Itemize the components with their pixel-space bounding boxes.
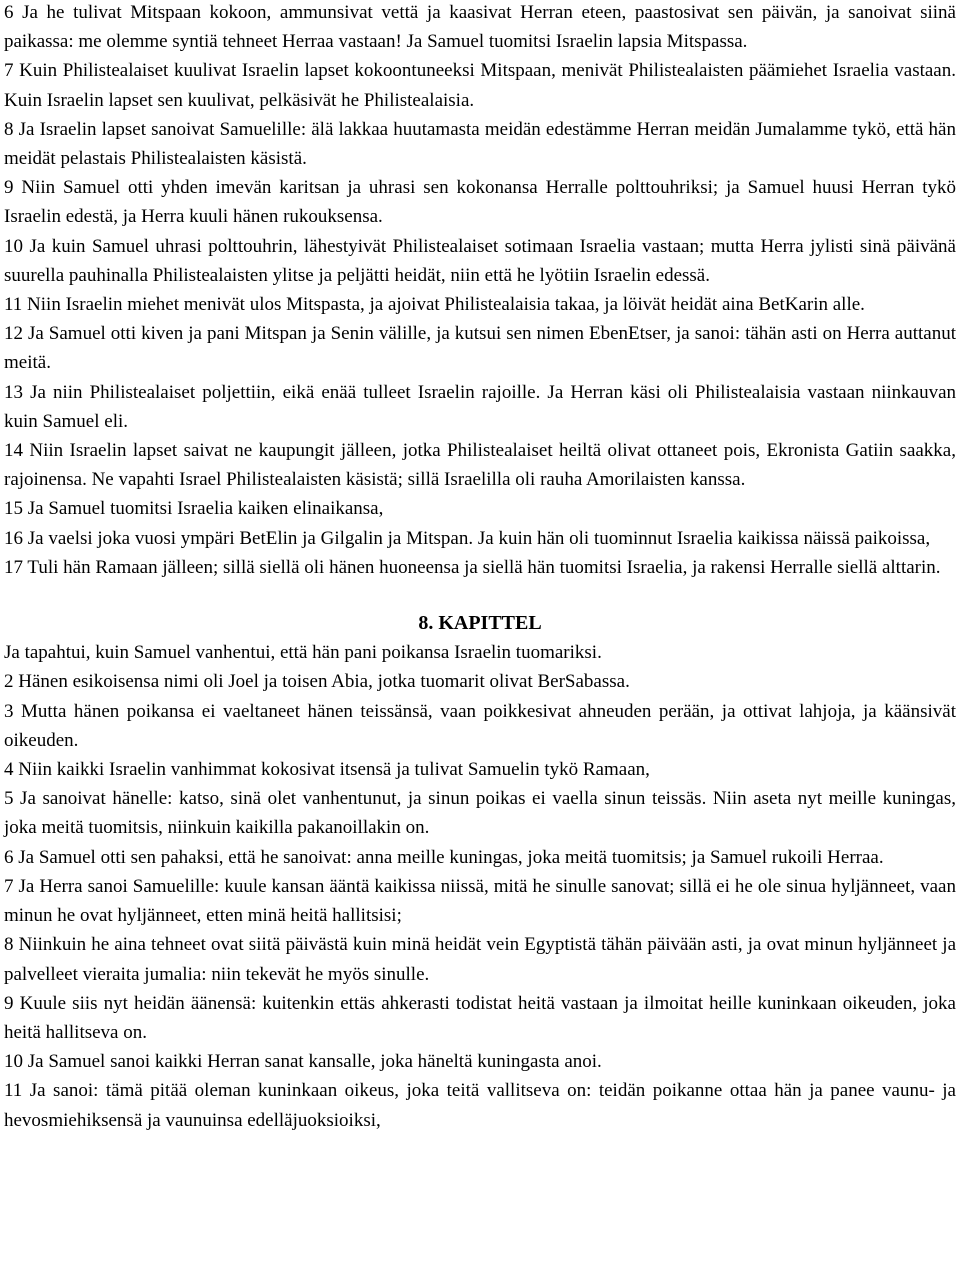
verse-paragraph: 9 Niin Samuel otti yhden imevän karitsan ja uhrasi sen kokonansa Herralle polttouhriksi; ja Samuel huusi Herran tykö Israelin edestä, ja Herra kuuli hänen rukouksensa.: [4, 177, 956, 228]
verse-paragraph: 12 Ja Samuel otti kiven ja pani Mitspan ja Senin välille, ja kutsui sen nimen EbenEtser, ja sanoi: tähän asti on Herra auttanut meitä.: [4, 323, 956, 374]
verse-paragraph: 6 Ja Samuel otti sen pahaksi, että he sanoivat: anna meille kuningas, joka meitä tuomitsis; ja Samuel rukoili Herraa.: [4, 846, 884, 868]
verse-paragraph: 15 Ja Samuel tuomitsi Israelia kaiken elinaikansa,: [4, 498, 384, 520]
verse-paragraph: 3 Mutta hänen poikansa ei vaeltaneet hänen teissänsä, vaan poikkesivat ahneuden perään, ja ottivat lahjoja, ja käänsivät oikeuden.: [4, 700, 956, 751]
verse-paragraph: 11 Niin Israelin miehet menivät ulos Mitspasta, ja ajoivat Philistealaisia takaa, ja löivät heidät aina BetKarin alle.: [4, 294, 865, 316]
verse-paragraph: 7 Kuin Philistealaiset kuulivat Israelin lapset kokoontuneeksi Mitspaan, menivät Philistealaisten päämiehet Israelia vastaan. Kuin Israelin lapset sen kuulivat, pelkäsivät he Philistealaisia.: [4, 60, 956, 111]
chapter-heading: 8. KAPITTEL: [418, 612, 542, 635]
verse-paragraph: 17 Tuli hän Ramaan jälleen; sillä siellä oli hänen huoneensa ja siellä hän tuomitsi Israelia, ja rakensi Herralle siellä alttarin.: [4, 556, 941, 578]
verse-paragraph: 9 Kuule siis nyt heidän äänensä: kuitenkin ettäs ahkerasti todistat heitä vastaan ja ilmoitat heille kuninkaan oikeuden, joka heitä hallitseva on.: [4, 992, 956, 1043]
verse-paragraph: 10 Ja Samuel sanoi kaikki Herran sanat kansalle, joka häneltä kuningasta anoi.: [4, 1051, 602, 1073]
section-spacer: [4, 582, 956, 609]
verse-paragraph: 6 Ja he tulivat Mitspaan kokoon, ammunsivat vettä ja kaasivat Herran eteen, paastosivat sen päivän, ja sanoivat siinä paikassa: me olemme syntiä tehneet Herraa vastaan! Ja Samuel tuomitsi Israelin lapsia Mitspassa.: [4, 2, 956, 53]
verse-paragraph: 8 Niinkuin he aina tehneet ovat siitä päivästä kuin minä heidät vein Egyptistä tähän päivään asti, ja ovat minun hyljänneet ja palvelleet vieraita jumalia: niin tekevät he myös sinulle.: [4, 934, 956, 985]
verse-paragraph: 7 Ja Herra sanoi Samuelille: kuule kansan ääntä kaikissa niissä, mitä he sinulle sanovat; sillä ei he ole sinua hyljänneet, vaan minun he ovat hyljänneet, etten minä heitä hallitsisi;: [4, 875, 956, 927]
verses-chapter-7: [4, 0, 956, 582]
verse-paragraph: Ja tapahtui, kuin Samuel vanhentui, että hän pani poikansa Israelin tuomariksi.: [4, 642, 602, 664]
verse-paragraph: 11 Ja sanoi: tämä pitää oleman kuninkaan oikeus, joka teitä vallitseva on: teidän poikanne ottaa hän ja panee vaunu- ja hevosmiehiksensä ja vaunuinsa edelläjuoksioiksi,: [4, 1080, 956, 1131]
verse-paragraph: 10 Ja kuin Samuel uhrasi polttouhrin, lähestyivät Philistealaiset sotimaan Israelia vastaan; mutta Herra jylisti sinä päivänä suurella pauhinalla Philistealaisten ylitse ja peljätti heidät, niin että he lyötiin Israelin edessä.: [4, 235, 956, 286]
verse-paragraph: 14 Niin Israelin lapset saivat ne kaupungit jälleen, jotka Philistealaiset heiltä olivat ottaneet pois, Ekronista Gatiin saakka, rajoinensa. Ne vapahti Israel Philistealaisten käsistä; sillä Israelilla oli rauha Amorilaisten kanssa.: [4, 440, 956, 491]
verse-paragraph: 8 Ja Israelin lapset sanoivat Samuelille: älä lakkaa huutamasta meidän edestämme Herran meidän Jumalamme tykö, että hän meidät pelastais Philistealaisten käsistä.: [4, 118, 956, 170]
verse-paragraph: 13 Ja niin Philistealaiset poljettiin, eikä enää tulleet Israelin rajoille. Ja Herran käsi oli Philistealaisia vastaan niinkauvan kuin Samuel eli.: [4, 381, 956, 432]
verse-paragraph: 4 Niin kaikki Israelin vanhimmat kokosivat itsensä ja tulivat Samuelin tykö Ramaan,: [4, 759, 650, 781]
verse-paragraph: 2 Hänen esikoisensa nimi oli Joel ja toisen Abia, jotka tuomarit olivat BerSabassa.: [4, 671, 630, 693]
verse-paragraph: 16 Ja vaelsi joka vuosi ympäri BetElin ja Gilgalin ja Mitspan. Ja kuin hän oli tuominnut Israelia kaikissa näissä paikoissa,: [4, 527, 931, 549]
verse-paragraph: 5 Ja sanoivat hänelle: katso, sinä olet vanhentunut, ja sinun poikas ei vaella sinun teissäs. Niin aseta nyt meille kuningas, joka meitä tuomitsis, niinkuin kaikilla pakanoillakin on.: [4, 788, 956, 839]
verses-chapter-8: [4, 638, 956, 1134]
